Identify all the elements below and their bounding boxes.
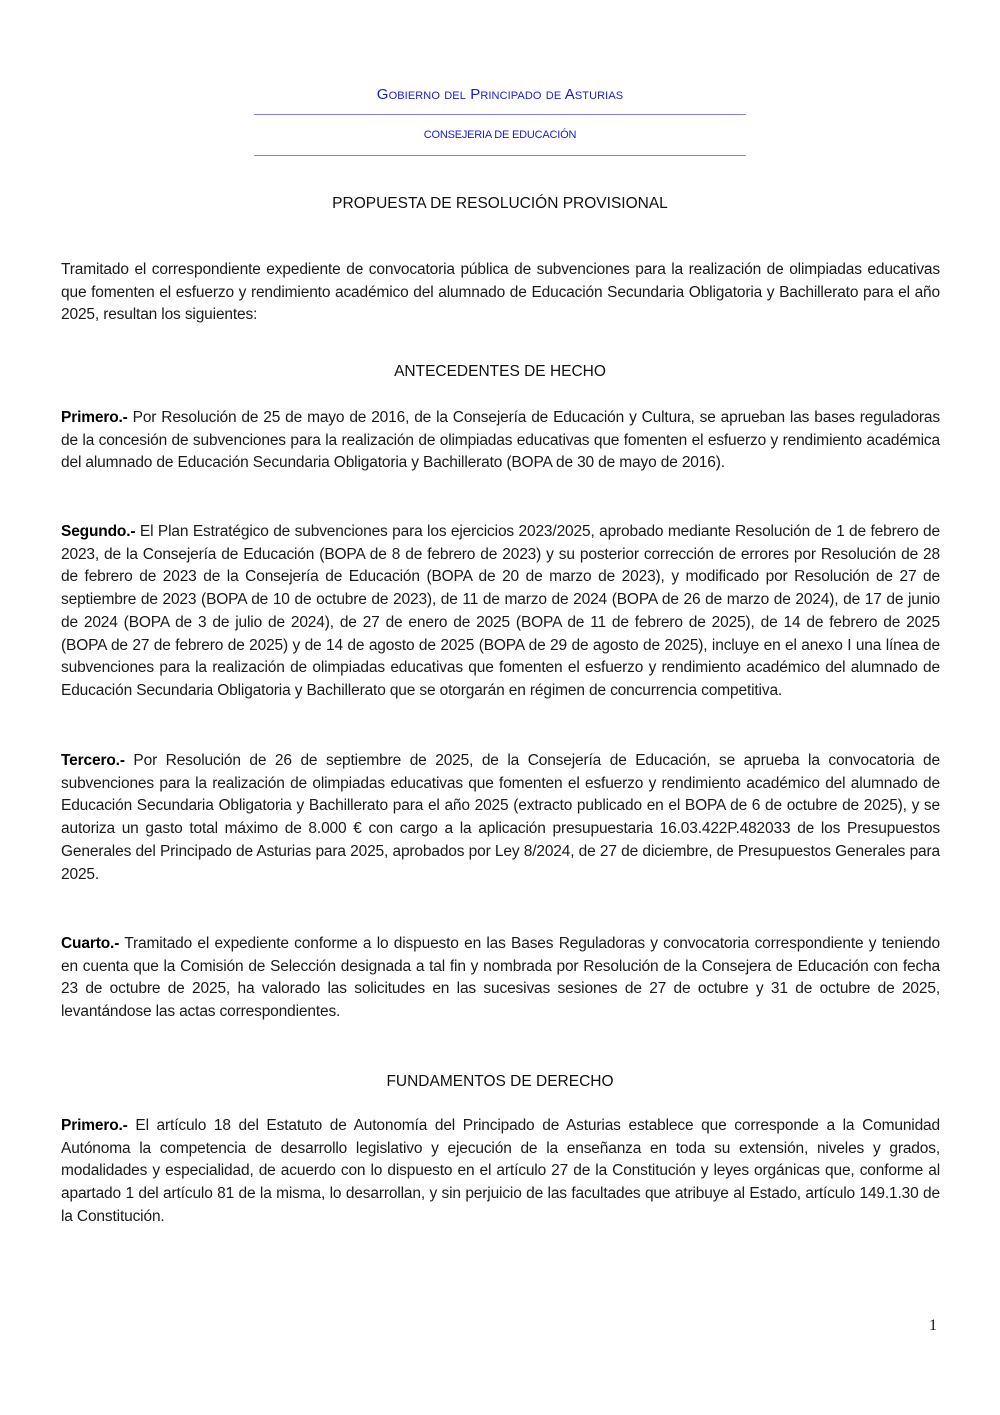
paragraph-text: Tramitado el expediente conforme a lo dispuesto en las Bases Reguladoras y convocatoria correspondiente y teniendo en cuenta que la Comisión de Selección designada a tal fin y nombrada por Resolución de la Consejera de Educación con fecha 23 de octubre de 2025, ha valorado las solicitudes en las sucesivas sesiones de 27 de octubre y 31 de octubre de 2025, levantándose las actas correspondientes. <box>61 935 940 1021</box>
paragraph-label: Primero.- <box>61 409 128 426</box>
fact-paragraph <box>61 933 940 1024</box>
page-number: 1 <box>929 1317 937 1334</box>
document-title: PROPUESTA DE RESOLUCIÓN PROVISIONAL <box>332 195 668 212</box>
organization-name: Gobierno del Principado de Asturias <box>376 86 624 103</box>
paragraph-text: El artículo 18 del Estatuto de Autonomía del Principado de Asturias establece que corresponde a la Comunidad Autónoma la competencia de desarrollo legislativo y ejecución de la enseñanza en toda su extensión, niveles y grados, modalidades y especialidad, de acuerdo con lo dispuesto en el artículo 27 de la Constitución y leyes orgánicas que, conforme al apartado 1 del artículo 81 de la misma, lo desarrollan, y sin perjuicio de las facultades que atribuye al Estado, artículo 149.1.30 de la Constitución. <box>61 1117 940 1225</box>
paragraph-text: Por Resolución de 26 de septiembre de 2025, de la Consejería de Educación, se aprueba la convocatoria de subvenciones para la realización de olimpiadas educativas que fomenten el esfuerzo y rendimiento académico del alumnado de Educación Secundaria Obligatoria y Bachillerato para el año 2025 (extracto publicado en el BOPA de 6 de octubre de 2025), y se autoriza un gasto total máximo de 8.000 € con cargo a la aplicación presupuestaria 16.03.422P.482033 de los Presupuestos Generales del Principado de Asturias para 2025, aprobados por Ley 8/2024, de 27 de diciembre, de Presupuestos Generales para 2025. <box>61 752 940 883</box>
fact-paragraph <box>61 521 940 703</box>
paragraph-text: Por Resolución de 25 de mayo de 2016, de la Consejería de Educación y Cultura, se aprueban las bases reguladoras de la concesión de subvenciones para la realización de olimpiadas educativas que fomenten el esfuerzo y rendimiento académica del alumnado de Educación Secundaria Obligatoria y Bachillerato (BOPA de 30 de mayo de 2016). <box>61 409 940 472</box>
department-name: CONSEJERIA DE EDUCACIÓN <box>423 129 577 141</box>
paragraph-label: Primero.- <box>61 1117 128 1134</box>
intro-paragraph: Tramitado el correspondiente expediente de convocatoria pública de subvenciones para la realización de olimpiadas educativas que fomenten el esfuerzo y rendimiento académico del alumnado de Educación Secundaria Obligatoria y Bachillerato para el año 2025, resultan los siguientes: <box>61 261 940 324</box>
letterhead <box>254 84 746 156</box>
paragraph-label: Cuarto.- <box>61 935 120 952</box>
fact-paragraph <box>61 407 940 475</box>
section-heading-facts: ANTECEDENTES DE HECHO <box>394 363 606 380</box>
paragraph-label: Tercero.- <box>61 752 125 769</box>
paragraph-label: Segundo.- <box>61 523 136 540</box>
fact-paragraph <box>61 750 940 886</box>
law-paragraph <box>61 1115 940 1229</box>
section-heading-law: FUNDAMENTOS DE DERECHO <box>386 1073 614 1090</box>
letterhead-divider <box>254 155 746 156</box>
paragraph-text: El Plan Estratégico de subvenciones para los ejercicios 2023/2025, aprobado mediante Resolución de 1 de febrero de 2023, de la Consejería de Educación (BOPA de 8 de febrero de 2023) y su posterior corrección de errores por Resolución de 28 de febrero de 2023 de la Consejería de Educación (BOPA de 20 de marzo de 2023), y modificado por Resolución de 27 de septiembre de 2023 (BOPA de 10 de octubre de 2023), de 11 de marzo de 2024 (BOPA de 26 de marzo de 2024), de 17 de junio de 2024 (BOPA de 3 de julio de 2024), de 27 de enero de 2025 (BOPA de 11 de febrero de 2025), de 14 de febrero de 2025 (BOPA de 27 de febrero de 2025) y de 14 de agosto de 2025 (BOPA de 29 de agosto de 2025), incluye en el anexo I una línea de subvenciones para la realización de olimpiadas educativas que fomenten el esfuerzo y rendimiento académico del alumnado de Educación Secundaria Obligatoria y Bachillerato que se otorgarán en régimen de concurrencia competitiva. <box>61 523 940 699</box>
letterhead-divider <box>254 114 746 115</box>
